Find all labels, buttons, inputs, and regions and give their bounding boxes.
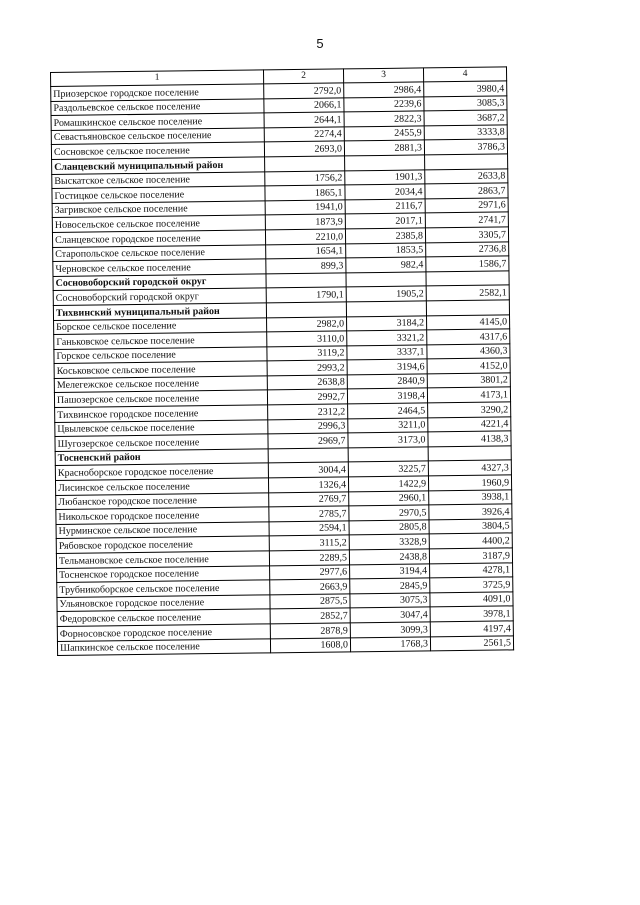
value-cell-3: 1422,9: [348, 476, 428, 492]
value-cell-4: 2736,8: [426, 241, 509, 257]
value-cell-2: 899,3: [266, 258, 346, 274]
name-cell: Ромашкинское сельское поселение: [51, 113, 264, 130]
value-cell-2: [268, 448, 348, 464]
value-cell-3: 2438,8: [349, 549, 429, 565]
page-number: 5: [316, 36, 324, 51]
value-cell-2: 1873,9: [265, 214, 345, 230]
value-cell-3: 3225,7: [348, 461, 428, 477]
name-cell: Тихвинский муниципальный район: [53, 303, 266, 320]
value-cell-2: [266, 273, 346, 289]
value-cell-4: 4197,4: [430, 621, 513, 637]
name-cell: Шугозерское сельское поселение: [55, 434, 268, 451]
value-cell-4: 4152,0: [427, 358, 510, 374]
name-cell: Мелегежское сельское поселение: [54, 376, 267, 393]
value-cell-4: 2561,5: [430, 635, 513, 651]
name-cell: Борское сельское поселение: [54, 317, 267, 334]
name-cell: Пашозерское сельское поселение: [54, 390, 267, 407]
value-cell-4: 3687,2: [424, 110, 507, 126]
value-cell-2: 2274,4: [264, 127, 344, 143]
name-cell: Севастьяновское сельское поселение: [51, 128, 264, 145]
document-sheet: [50, 66, 513, 656]
data-table: [50, 66, 514, 656]
value-cell-2: 1654,1: [266, 243, 346, 259]
value-cell-4: 3290,2: [428, 402, 511, 418]
value-cell-4: [428, 446, 511, 462]
name-cell: Черновское сельское поселение: [53, 259, 266, 276]
name-cell: Трубникоборское сельское поселение: [57, 580, 270, 597]
value-cell-2: 2693,0: [264, 141, 344, 157]
value-cell-3: 2239,6: [344, 97, 424, 113]
value-cell-4: 4400,2: [429, 533, 512, 549]
value-cell-2: 3110,0: [267, 331, 347, 347]
name-cell: Сланцевское городское поселение: [52, 230, 265, 247]
value-cell-2: 2878,9: [270, 623, 350, 639]
name-cell: Гостицкое сельское поселение: [52, 186, 265, 203]
value-cell-2: 2312,2: [268, 404, 348, 420]
name-cell: Тихвинское городское поселение: [55, 405, 268, 422]
header-cell-2: 2: [263, 69, 343, 84]
value-cell-3: 2986,4: [344, 82, 424, 98]
value-cell-4: 3938,1: [429, 490, 512, 506]
value-cell-4: 2741,7: [425, 212, 508, 228]
value-cell-3: 2822,3: [344, 111, 424, 127]
value-cell-4: 4091,0: [430, 592, 513, 608]
value-cell-2: 1865,1: [265, 185, 345, 201]
name-cell: Красноборское городское поселение: [55, 463, 268, 480]
value-cell-2: 2792,0: [264, 83, 344, 99]
value-cell-3: 2385,8: [345, 228, 425, 244]
value-cell-2: 1756,2: [265, 170, 345, 186]
value-cell-3: 3099,3: [350, 622, 430, 638]
value-cell-4: 4360,3: [427, 344, 510, 360]
name-cell: Лисинское сельское поселение: [55, 478, 268, 495]
value-cell-2: 2638,8: [267, 375, 347, 391]
value-cell-3: 2840,9: [347, 374, 427, 390]
value-cell-3: 2970,5: [349, 505, 429, 521]
value-cell-4: [426, 300, 509, 316]
value-cell-4: 4145,0: [427, 314, 510, 330]
value-cell-3: 1901,3: [345, 169, 425, 185]
value-cell-4: 4138,3: [428, 431, 511, 447]
value-cell-2: [265, 156, 345, 172]
name-cell: Сосновоборский городской округ: [53, 274, 266, 291]
value-cell-3: 3173,0: [348, 432, 428, 448]
name-cell: Нурминское сельское поселение: [56, 522, 269, 539]
value-cell-2: 2289,5: [269, 550, 349, 566]
name-cell: Тосненский район: [55, 449, 268, 466]
value-cell-3: 2960,1: [349, 491, 429, 507]
value-cell-4: 3978,1: [430, 606, 513, 622]
value-cell-4: 2582,1: [426, 285, 509, 301]
value-cell-2: 2969,7: [268, 433, 348, 449]
name-cell: Ганьковское сельское поселение: [54, 332, 267, 349]
name-cell: Любанское городское поселение: [56, 492, 269, 509]
value-cell-2: 3004,4: [268, 462, 348, 478]
name-cell: Приозерское городское поселение: [51, 84, 264, 101]
value-cell-2: 2210,0: [265, 229, 345, 245]
name-cell: Раздольевское сельское поселение: [51, 98, 264, 115]
value-cell-2: [266, 302, 346, 318]
value-cell-4: 3786,3: [424, 139, 507, 155]
value-cell-4: [426, 271, 509, 287]
value-cell-2: 2785,7: [269, 506, 349, 522]
value-cell-3: 2805,8: [349, 520, 429, 536]
value-cell-3: [346, 301, 426, 317]
value-cell-4: 3085,3: [424, 96, 507, 112]
value-cell-2: 2977,6: [270, 564, 350, 580]
value-cell-2: 2993,2: [267, 360, 347, 376]
value-cell-3: [345, 155, 425, 171]
value-cell-2: 2066,1: [264, 98, 344, 114]
name-cell: Форносовское городское поселение: [57, 624, 270, 641]
value-cell-4: 2863,7: [425, 183, 508, 199]
value-cell-4: 4327,3: [428, 460, 511, 476]
value-cell-4: 3725,9: [430, 577, 513, 593]
value-cell-3: [346, 272, 426, 288]
header-cell-1: 1: [51, 70, 264, 87]
value-cell-3: 2464,5: [348, 403, 428, 419]
name-cell: Загривское сельское поселение: [52, 201, 265, 218]
name-cell: Федоровское сельское поселение: [57, 609, 270, 626]
value-cell-3: 2845,9: [350, 578, 430, 594]
value-cell-2: 2982,0: [267, 316, 347, 332]
value-cell-3: 2034,4: [345, 184, 425, 200]
name-cell: Коськовское сельское поселение: [54, 361, 267, 378]
value-cell-3: 3194,4: [350, 563, 430, 579]
value-cell-3: 3321,2: [347, 330, 427, 346]
value-cell-4: 2633,8: [425, 168, 508, 184]
value-cell-2: 2769,7: [269, 492, 349, 508]
value-cell-3: 2116,7: [345, 199, 425, 215]
name-cell: Тельмановское сельское поселение: [56, 551, 269, 568]
value-cell-4: 3926,4: [429, 504, 512, 520]
value-cell-3: 3211,0: [348, 418, 428, 434]
value-cell-3: 3194,6: [347, 359, 427, 375]
value-cell-4: 4278,1: [430, 562, 513, 578]
value-cell-2: 1326,4: [268, 477, 348, 493]
value-cell-4: 4317,6: [427, 329, 510, 345]
value-cell-3: 1853,5: [346, 242, 426, 258]
value-cell-2: 1790,1: [266, 287, 346, 303]
value-cell-4: 1586,7: [426, 256, 509, 272]
value-cell-3: 3075,3: [350, 593, 430, 609]
value-cell-3: 1905,2: [346, 286, 426, 302]
value-cell-4: 3187,9: [429, 548, 512, 564]
value-cell-2: 2663,9: [270, 579, 350, 595]
value-cell-4: 3980,4: [424, 81, 507, 97]
name-cell: Рябовское городское поселение: [56, 536, 269, 553]
name-cell: Выскатское сельское поселение: [52, 171, 265, 188]
value-cell-3: 2881,3: [344, 140, 424, 156]
value-cell-3: 1768,3: [350, 636, 430, 652]
value-cell-4: 4221,4: [428, 417, 511, 433]
value-cell-2: 2875,5: [270, 594, 350, 610]
value-cell-2: 2992,7: [267, 389, 347, 405]
name-cell: Никольское городское поселение: [56, 507, 269, 524]
value-cell-4: 3333,8: [424, 125, 507, 141]
value-cell-3: 3198,4: [347, 388, 427, 404]
value-cell-4: 2971,6: [425, 198, 508, 214]
value-cell-3: 982,4: [346, 257, 426, 273]
value-cell-4: 3801,2: [427, 373, 510, 389]
name-cell: Сосновское сельское поселение: [51, 142, 264, 159]
value-cell-2: 2594,1: [269, 521, 349, 537]
value-cell-4: 1960,9: [428, 475, 511, 491]
value-cell-3: 2017,1: [345, 213, 425, 229]
value-cell-3: 3328,9: [349, 534, 429, 550]
name-cell: Ульяновское городское поселение: [57, 595, 270, 612]
name-cell: Цвылевское сельское поселение: [55, 420, 268, 437]
name-cell: Тосненское городское поселение: [57, 565, 270, 582]
name-cell: Новосельское сельское поселение: [52, 215, 265, 232]
value-cell-4: 3305,7: [425, 227, 508, 243]
value-cell-2: 2996,3: [268, 419, 348, 435]
value-cell-3: 3184,2: [347, 315, 427, 331]
header-cell-3: 3: [343, 68, 423, 83]
value-cell-3: [348, 447, 428, 463]
value-cell-2: 3115,2: [269, 535, 349, 551]
name-cell: Сосновоборский городской округ: [53, 288, 266, 305]
value-cell-3: 3337,1: [347, 345, 427, 361]
name-cell: Шапкинское сельское поселение: [57, 638, 270, 655]
value-cell-2: 1941,0: [265, 200, 345, 216]
value-cell-3: 2455,9: [344, 126, 424, 142]
name-cell: Сланцевский муниципальный район: [52, 157, 265, 174]
value-cell-4: 4173,1: [427, 387, 510, 403]
value-cell-2: 2852,7: [270, 608, 350, 624]
name-cell: Горское сельское поселение: [54, 347, 267, 364]
value-cell-2: 2644,1: [264, 112, 344, 128]
value-cell-2: 3119,2: [267, 346, 347, 362]
name-cell: Старопольское сельское поселение: [53, 244, 266, 261]
header-cell-4: 4: [423, 67, 506, 82]
value-cell-4: [425, 154, 508, 170]
value-cell-4: 3804,5: [429, 519, 512, 535]
value-cell-3: 3047,4: [350, 607, 430, 623]
value-cell-2: 1608,0: [270, 637, 350, 653]
